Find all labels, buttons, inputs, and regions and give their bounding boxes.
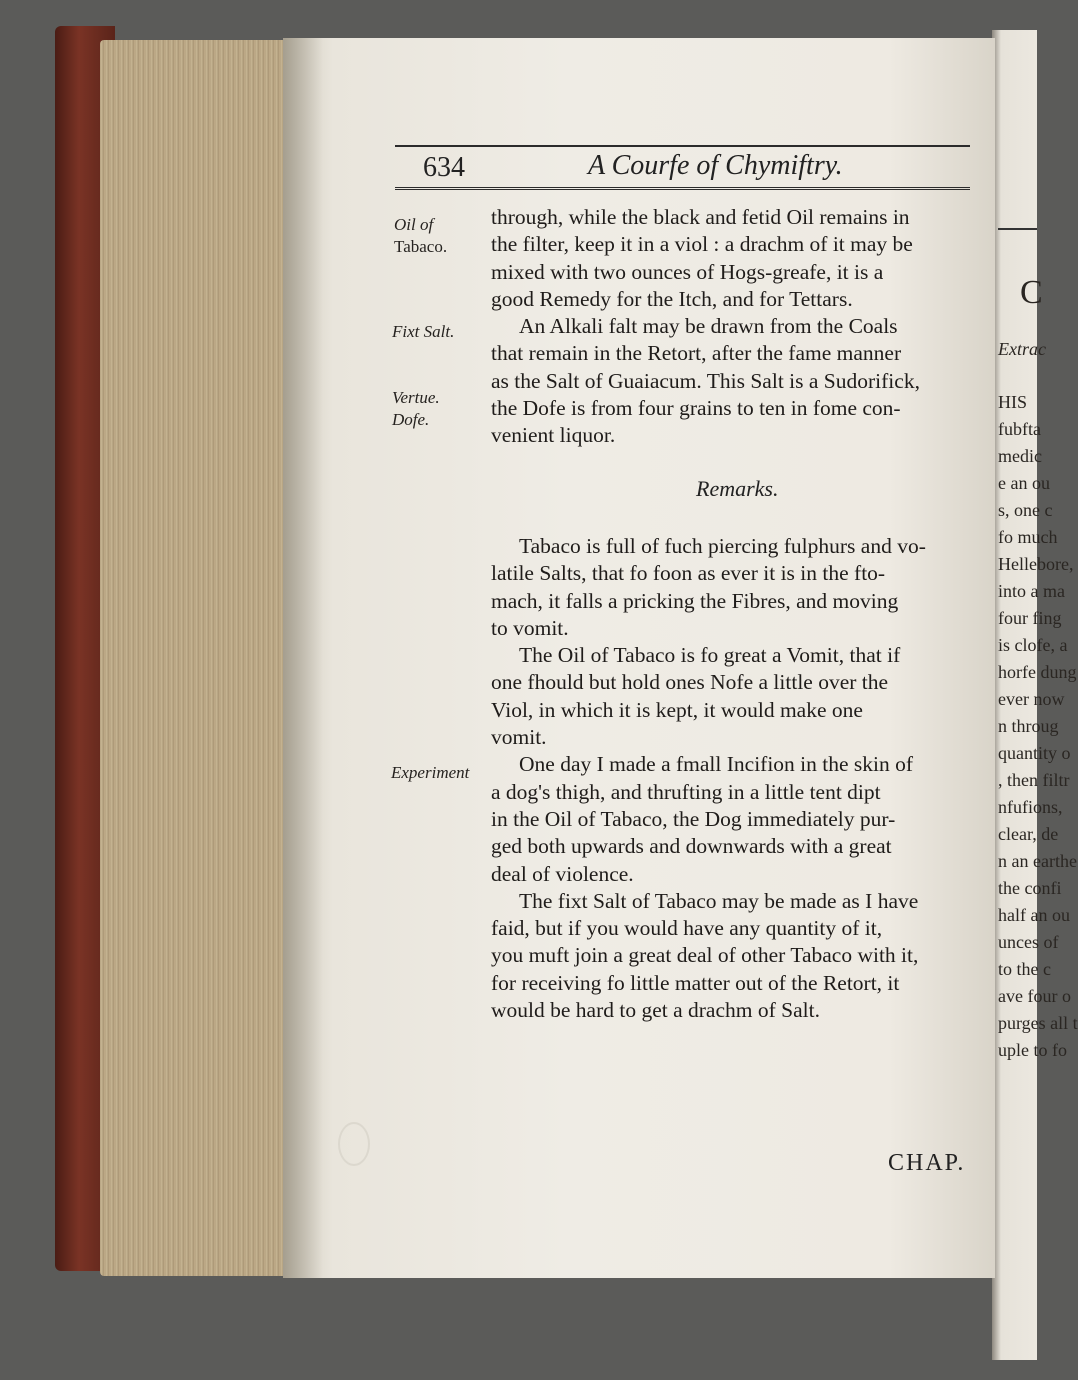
facing-page-line: fubfta xyxy=(998,419,1041,439)
facing-page-line: e an ou xyxy=(998,473,1050,493)
margin-note-fixt-salt: Fixt Salt. xyxy=(392,322,455,341)
line: the filter, keep it in a viol : a drachm of it may be xyxy=(491,232,913,257)
line: Viol, in which it is kept, it would make one xyxy=(491,697,863,722)
catchword: CHAP. xyxy=(888,1150,966,1176)
running-head: A Courfe of Chymiftry. xyxy=(588,150,843,181)
line: as the Salt of Guaiacum. This Salt is a Sudorifick, xyxy=(491,368,920,393)
facing-page-line: half an ou xyxy=(998,905,1070,925)
facing-page-line: clear, de xyxy=(998,824,1059,844)
facing-page-line: quantity o xyxy=(998,743,1071,763)
facing-page-line: n throug xyxy=(998,716,1059,736)
line: in the Oil of Tabaco, the Dog immediately pur- xyxy=(491,806,896,831)
margin-note-experiment: Experiment xyxy=(391,763,470,782)
line: to vomit. xyxy=(491,615,569,640)
line: the Dofe is from four grains to ten in fome con- xyxy=(491,396,901,421)
facing-page xyxy=(992,30,1078,1360)
body-text-top xyxy=(491,204,974,450)
line: One day I made a fmall Incifion in the skin of xyxy=(519,752,914,777)
line: latile Salts, that fo foon as ever it is in the fto- xyxy=(491,561,886,586)
line: would be hard to get a drachm of Salt. xyxy=(491,998,820,1023)
line: vomit. xyxy=(491,725,547,750)
facing-page-line: nfufions, xyxy=(998,797,1063,817)
facing-page-line: C xyxy=(1020,274,1043,311)
margin-note-tabaco: Tabaco. xyxy=(394,237,448,256)
facing-page-line: the confi xyxy=(998,878,1062,898)
facing-page-line: purges all t xyxy=(998,1013,1078,1033)
facing-page-text xyxy=(998,235,1078,1100)
facing-page-line: n an earthe xyxy=(998,851,1077,871)
line: good Remedy for the Itch, and for Tettars. xyxy=(491,286,853,311)
facing-page-line: Hellebore, xyxy=(998,554,1074,574)
line: one fhould but hold ones Nofe a little over the xyxy=(491,670,889,695)
paper-stain xyxy=(338,1122,370,1166)
line: a dog's thigh, and thrufting in a little tent dipt xyxy=(491,779,881,804)
line: venient liquor. xyxy=(491,423,616,448)
line: through, while the black and fetid Oil remains in xyxy=(491,205,910,229)
margin-note-vertue: Vertue. xyxy=(392,388,440,407)
facing-page-line: into a ma xyxy=(998,581,1065,601)
facing-page-rule xyxy=(998,228,1037,230)
line: The Oil of Tabaco is fo great a Vomit, that if xyxy=(519,643,901,668)
line: An Alkali falt may be drawn from the Coals xyxy=(519,314,898,339)
facing-page-line: to the c xyxy=(998,959,1051,979)
header-top-rule xyxy=(395,145,970,147)
gutter-shadow xyxy=(283,38,323,1278)
line: faid, but if you would have any quantity of it, xyxy=(491,916,883,941)
header-rule xyxy=(395,187,970,192)
facing-page-line: fo much xyxy=(998,527,1058,547)
line: for receiving fo little matter out of the Retort, it xyxy=(491,970,900,995)
page-number: 634 xyxy=(423,152,465,183)
line: mach, it falls a pricking the Fibres, and moving xyxy=(491,588,899,613)
body-text-remarks xyxy=(491,533,974,1024)
page-edges xyxy=(100,40,290,1276)
line: The fixt Salt of Tabaco may be made as I have xyxy=(519,888,919,913)
facing-page-line: HIS xyxy=(998,392,1028,412)
facing-page-line: medic xyxy=(998,446,1042,466)
line: you muft join a great deal of other Tabaco with it, xyxy=(491,943,919,968)
facing-page-line: uple to fo xyxy=(998,1040,1067,1060)
line: mixed with two ounces of Hogs-greafe, it is a xyxy=(491,259,884,284)
facing-page-line: ave four o xyxy=(998,986,1071,1006)
line: deal of violence. xyxy=(491,861,634,886)
margin-note-oil-of: Oil of xyxy=(394,215,434,234)
margin-note-dose: Dofe. xyxy=(392,410,430,429)
line: ged both upwards and downwards with a great xyxy=(491,834,892,859)
facing-page-line: is clofe, a xyxy=(998,635,1068,655)
line: that remain in the Retort, after the fame manner xyxy=(491,341,902,366)
facing-page-line: Extrac xyxy=(998,339,1046,359)
facing-page-line: , then filtr xyxy=(998,770,1070,790)
facing-page-line: ever now xyxy=(998,689,1065,709)
facing-page-line: s, one c xyxy=(998,500,1053,520)
line: Tabaco is full of fuch piercing fulphurs and vo- xyxy=(519,534,926,558)
facing-page-line: four fing xyxy=(998,608,1062,628)
facing-page-line: horfe dung xyxy=(998,662,1077,682)
facing-page-line: unces of xyxy=(998,932,1059,952)
remarks-heading: Remarks. xyxy=(696,476,779,501)
